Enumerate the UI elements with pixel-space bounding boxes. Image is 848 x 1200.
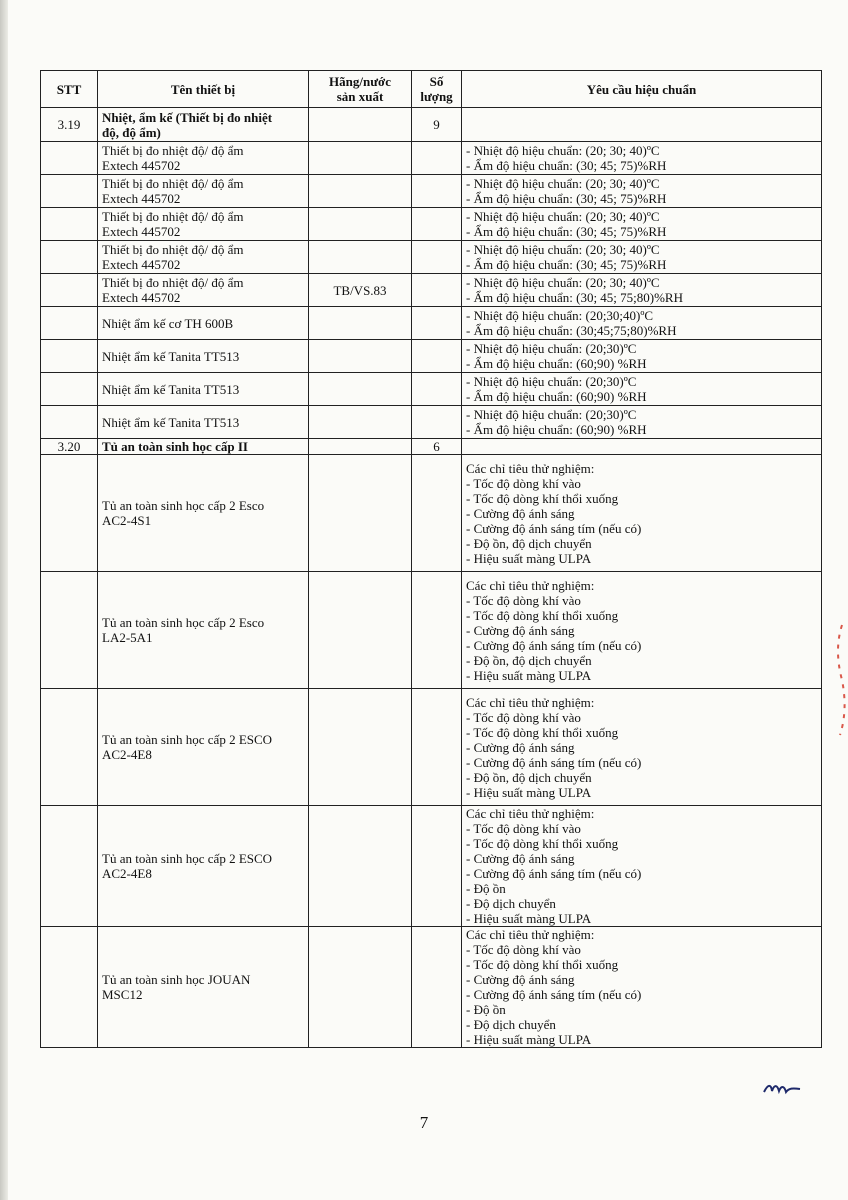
requirement-line: - Cường độ ánh sáng tím (nếu có): [466, 987, 642, 1002]
group-name-line: Nhiệt, ẩm kế (Thiết bị đo nhiệt: [102, 109, 273, 125]
requirement-line: - Tốc độ dòng khí thổi xuống: [466, 836, 619, 851]
requirement-line: - Nhiệt độ hiệu chuẩn: (20; 30; 40)ºC: [466, 209, 660, 224]
group-name-line: Tủ an toàn sinh học cấp II: [102, 439, 248, 454]
calibration-requirements: [462, 142, 822, 175]
row-stt: [41, 572, 98, 689]
requirement-line: - Tốc độ dòng khí thổi xuống: [466, 490, 619, 506]
header-calibration-requirements: Yêu cầu hiệu chuẩn: [462, 71, 822, 108]
requirement-line: - Tốc độ dòng khí vào: [466, 942, 581, 957]
row-stt: [41, 806, 98, 927]
table-row: [41, 572, 822, 689]
calibration-requirements: [462, 175, 822, 208]
requirement-line: - Tốc độ dòng khí thổi xuống: [466, 957, 619, 972]
group-stt: 3.20: [41, 439, 98, 455]
requirement-line: - Cường độ ánh sáng tím (nếu có): [466, 754, 642, 770]
device-name: [98, 175, 309, 208]
group-requirements: [462, 108, 822, 142]
device-name-line: LA2-5A1: [102, 630, 153, 645]
device-name-line: Nhiệt ẩm kế Tanita TT513: [102, 348, 240, 364]
device-quantity: [412, 142, 462, 175]
calibration-requirements: [462, 241, 822, 274]
device-name-line: Extech 445702: [102, 290, 181, 305]
requirement-line: - Nhiệt độ hiệu chuẩn: (20;30;40)ºC: [466, 308, 654, 323]
device-manufacturer: [309, 142, 412, 175]
requirement-line: - Độ dịch chuyển: [466, 896, 556, 911]
requirement-line: - Độ ồn, độ dịch chuyển: [466, 535, 592, 551]
signature-mark: [762, 1080, 802, 1096]
calibration-requirements: [462, 274, 822, 307]
device-quantity: [412, 572, 462, 689]
device-name: [98, 806, 309, 927]
device-quantity: [412, 340, 462, 373]
table-row: [41, 927, 822, 1048]
device-name-line: Thiết bị đo nhiệt độ/ độ ẩm: [102, 209, 244, 224]
row-stt: [41, 927, 98, 1048]
table-row: [41, 455, 822, 572]
group-name: [98, 439, 309, 455]
row-stt: [41, 307, 98, 340]
header-manufacturer: [309, 71, 412, 108]
device-name: [98, 208, 309, 241]
device-name-line: Thiết bị đo nhiệt độ/ độ ẩm: [102, 275, 244, 290]
device-name: [98, 927, 309, 1048]
table-row: [41, 274, 822, 307]
requirement-line: - Ẩm độ hiệu chuẩn: (30;45;75;80)%RH: [466, 323, 677, 338]
requirement-line: - Độ dịch chuyển: [466, 1017, 556, 1032]
calibration-requirements: [462, 406, 822, 439]
table-body: [41, 108, 822, 1048]
device-manufacturer: [309, 927, 412, 1048]
device-name-line: AC2-4S1: [102, 513, 152, 528]
requirement-line: - Nhiệt độ hiệu chuẩn: (20;30)ºC: [466, 407, 637, 422]
requirement-line: - Tốc độ dòng khí thổi xuống: [466, 607, 619, 623]
requirement-line: - Cường độ ánh sáng tím (nếu có): [466, 520, 642, 536]
device-manufacturer: [309, 806, 412, 927]
requirement-line: - Cường độ ánh sáng: [466, 505, 575, 521]
device-quantity: [412, 307, 462, 340]
device-manufacturer: [309, 307, 412, 340]
device-quantity: [412, 208, 462, 241]
device-manufacturer: [309, 241, 412, 274]
device-quantity: [412, 406, 462, 439]
device-quantity: [412, 806, 462, 927]
calibration-requirements: [462, 373, 822, 406]
requirement-line: - Nhiệt độ hiệu chuẩn: (20;30)ºC: [466, 341, 637, 356]
requirement-line: - Ẩm độ hiệu chuẩn: (30; 45; 75)%RH: [466, 257, 667, 272]
table-row: [41, 340, 822, 373]
header-stt: STT: [41, 71, 98, 108]
device-name-line: Extech 445702: [102, 191, 181, 206]
page-number: 7: [419, 1113, 429, 1132]
requirement-line: - Nhiệt độ hiệu chuẩn: (20; 30; 40)ºC: [466, 176, 660, 191]
device-name: [98, 241, 309, 274]
requirement-line: Các chỉ tiêu thử nghiệm:: [466, 806, 595, 821]
device-name: [98, 455, 309, 572]
row-stt: [41, 274, 98, 307]
calibration-requirements: [462, 572, 822, 689]
group-stt: 3.19: [41, 108, 98, 142]
device-name-line: Tủ an toàn sinh học cấp 2 ESCO: [102, 732, 273, 747]
table-row: [41, 142, 822, 175]
requirement-line: - Cường độ ánh sáng: [466, 972, 575, 987]
device-manufacturer: [309, 208, 412, 241]
device-quantity: [412, 689, 462, 806]
row-stt: [41, 208, 98, 241]
requirement-line: - Độ ồn: [466, 1002, 506, 1017]
group-quantity: 9: [412, 108, 462, 142]
device-manufacturer: [309, 340, 412, 373]
device-manufacturer: TB/VS.83: [309, 274, 412, 307]
group-requirements: [462, 439, 822, 455]
header-quantity: [412, 71, 462, 108]
device-manufacturer: [309, 406, 412, 439]
header-quantity-line-1: Số: [429, 74, 444, 89]
requirement-line: - Cường độ ánh sáng: [466, 739, 575, 755]
requirement-line: - Cường độ ánh sáng tím (nếu có): [466, 866, 642, 881]
row-stt: [41, 175, 98, 208]
requirement-line: - Độ ồn: [466, 881, 506, 896]
device-name: [98, 307, 309, 340]
requirement-line: - Cường độ ánh sáng tím (nếu có): [466, 637, 642, 653]
requirement-line: - Ẩm độ hiệu chuẩn: (30; 45; 75)%RH: [466, 191, 667, 206]
table-header-row: [41, 71, 822, 108]
device-name-line: Nhiệt ẩm kế Tanita TT513: [102, 381, 240, 397]
calibration-requirements: [462, 307, 822, 340]
device-quantity: [412, 927, 462, 1048]
requirement-line: - Cường độ ánh sáng: [466, 622, 575, 638]
requirement-line: - Nhiệt độ hiệu chuẩn: (20; 30; 40)ºC: [466, 143, 660, 158]
device-name-line: Tủ an toàn sinh học JOUAN: [102, 972, 251, 987]
calibration-requirements: [462, 340, 822, 373]
red-stamp-fragment: [828, 620, 848, 740]
device-manufacturer: [309, 175, 412, 208]
device-quantity: [412, 373, 462, 406]
device-name-line: AC2-4E8: [102, 866, 152, 881]
requirement-line: - Ẩm độ hiệu chuẩn: (60;90) %RH: [466, 389, 647, 404]
calibration-requirements: [462, 455, 822, 572]
device-name: [98, 373, 309, 406]
group-row: [41, 108, 822, 142]
table-row: [41, 307, 822, 340]
table-row: [41, 806, 822, 927]
requirement-line: Các chỉ tiêu thử nghiệm:: [466, 460, 595, 476]
device-name-line: Nhiệt ẩm kế Tanita TT513: [102, 414, 240, 430]
group-quantity: 6: [412, 439, 462, 455]
row-stt: [41, 455, 98, 572]
group-name: [98, 108, 309, 142]
device-name-line: Extech 445702: [102, 158, 181, 173]
requirement-line: - Tốc độ dòng khí vào: [466, 475, 581, 491]
header-quantity-line-2: lượng: [420, 89, 453, 104]
requirement-line: - Ẩm độ hiệu chuẩn: (30; 45; 75;80)%RH: [466, 290, 683, 305]
device-name-line: MSC12: [102, 987, 143, 1002]
calibration-requirements: [462, 689, 822, 806]
requirement-line: - Nhiệt độ hiệu chuẩn: (20; 30; 40)ºC: [466, 275, 660, 290]
device-name-line: Thiết bị đo nhiệt độ/ độ ẩm: [102, 176, 244, 191]
requirement-line: Các chỉ tiêu thử nghiệm:: [466, 694, 595, 710]
group-row: [41, 439, 822, 455]
device-manufacturer: [309, 455, 412, 572]
device-name-line: Tủ an toàn sinh học cấp 2 Esco: [102, 498, 265, 513]
group-manufacturer: [309, 108, 412, 142]
requirement-line: - Ẩm độ hiệu chuẩn: (30; 45; 75)%RH: [466, 224, 667, 239]
device-name: [98, 274, 309, 307]
requirement-line: - Độ ồn, độ dịch chuyển: [466, 652, 592, 668]
header-device-name: Tên thiết bị: [98, 71, 309, 108]
table-row: [41, 373, 822, 406]
device-quantity: [412, 455, 462, 572]
requirement-line: - Tốc độ dòng khí thổi xuống: [466, 724, 619, 740]
requirement-line: - Hiệu suất màng ULPA: [466, 1032, 592, 1047]
calibration-table: [40, 70, 822, 1048]
calibration-requirements: [462, 806, 822, 927]
device-name-line: Thiết bị đo nhiệt độ/ độ ẩm: [102, 143, 244, 158]
requirement-line: Các chỉ tiêu thử nghiệm:: [466, 577, 595, 593]
device-name: [98, 689, 309, 806]
device-manufacturer: [309, 572, 412, 689]
header-manufacturer-line-2: sản xuất: [336, 89, 384, 104]
requirement-line: - Hiệu suất màng ULPA: [466, 667, 592, 683]
page-scan-edge: [0, 0, 8, 1200]
group-name-line: độ, độ ẩm): [102, 124, 161, 140]
row-stt: [41, 241, 98, 274]
requirement-line: - Ẩm độ hiệu chuẩn: (60;90) %RH: [466, 356, 647, 371]
calibration-requirements: [462, 208, 822, 241]
row-stt: [41, 373, 98, 406]
device-manufacturer: [309, 689, 412, 806]
requirement-line: - Hiệu suất màng ULPA: [466, 911, 592, 926]
table-row: [41, 241, 822, 274]
device-name-line: Nhiệt ẩm kế cơ TH 600B: [102, 315, 234, 331]
requirement-line: - Tốc độ dòng khí vào: [466, 709, 581, 725]
device-name-line: Extech 445702: [102, 224, 181, 239]
requirement-line: - Tốc độ dòng khí vào: [466, 592, 581, 608]
device-quantity: [412, 274, 462, 307]
requirement-line: - Ẩm độ hiệu chuẩn: (30; 45; 75)%RH: [466, 158, 667, 173]
requirement-line: - Hiệu suất màng ULPA: [466, 784, 592, 800]
device-name: [98, 142, 309, 175]
device-quantity: [412, 241, 462, 274]
requirement-line: - Ẩm độ hiệu chuẩn: (60;90) %RH: [466, 422, 647, 437]
device-manufacturer: [309, 373, 412, 406]
requirement-line: - Hiệu suất màng ULPA: [466, 550, 592, 566]
device-quantity: [412, 175, 462, 208]
table-row: [41, 406, 822, 439]
table-row: [41, 208, 822, 241]
row-stt: [41, 406, 98, 439]
device-name-line: Tủ an toàn sinh học cấp 2 ESCO: [102, 851, 273, 866]
device-name: [98, 572, 309, 689]
group-manufacturer: [309, 439, 412, 455]
requirement-line: - Nhiệt độ hiệu chuẩn: (20;30)ºC: [466, 374, 637, 389]
device-name: [98, 406, 309, 439]
row-stt: [41, 142, 98, 175]
device-name-line: Extech 445702: [102, 257, 181, 272]
calibration-requirements: [462, 927, 822, 1048]
device-name-line: Thiết bị đo nhiệt độ/ độ ẩm: [102, 242, 244, 257]
table-row: [41, 689, 822, 806]
requirement-line: - Cường độ ánh sáng: [466, 851, 575, 866]
device-name-line: AC2-4E8: [102, 747, 152, 762]
requirement-line: - Nhiệt độ hiệu chuẩn: (20; 30; 40)ºC: [466, 242, 660, 257]
header-manufacturer-line-1: Hãng/nước: [329, 74, 391, 89]
requirement-line: - Tốc độ dòng khí vào: [466, 821, 581, 836]
device-name: [98, 340, 309, 373]
row-stt: [41, 340, 98, 373]
device-name-line: Tủ an toàn sinh học cấp 2 Esco: [102, 615, 265, 630]
requirement-line: Các chỉ tiêu thử nghiệm:: [466, 927, 595, 942]
row-stt: [41, 689, 98, 806]
table-row: [41, 175, 822, 208]
requirement-line: - Độ ồn, độ dịch chuyển: [466, 769, 592, 785]
